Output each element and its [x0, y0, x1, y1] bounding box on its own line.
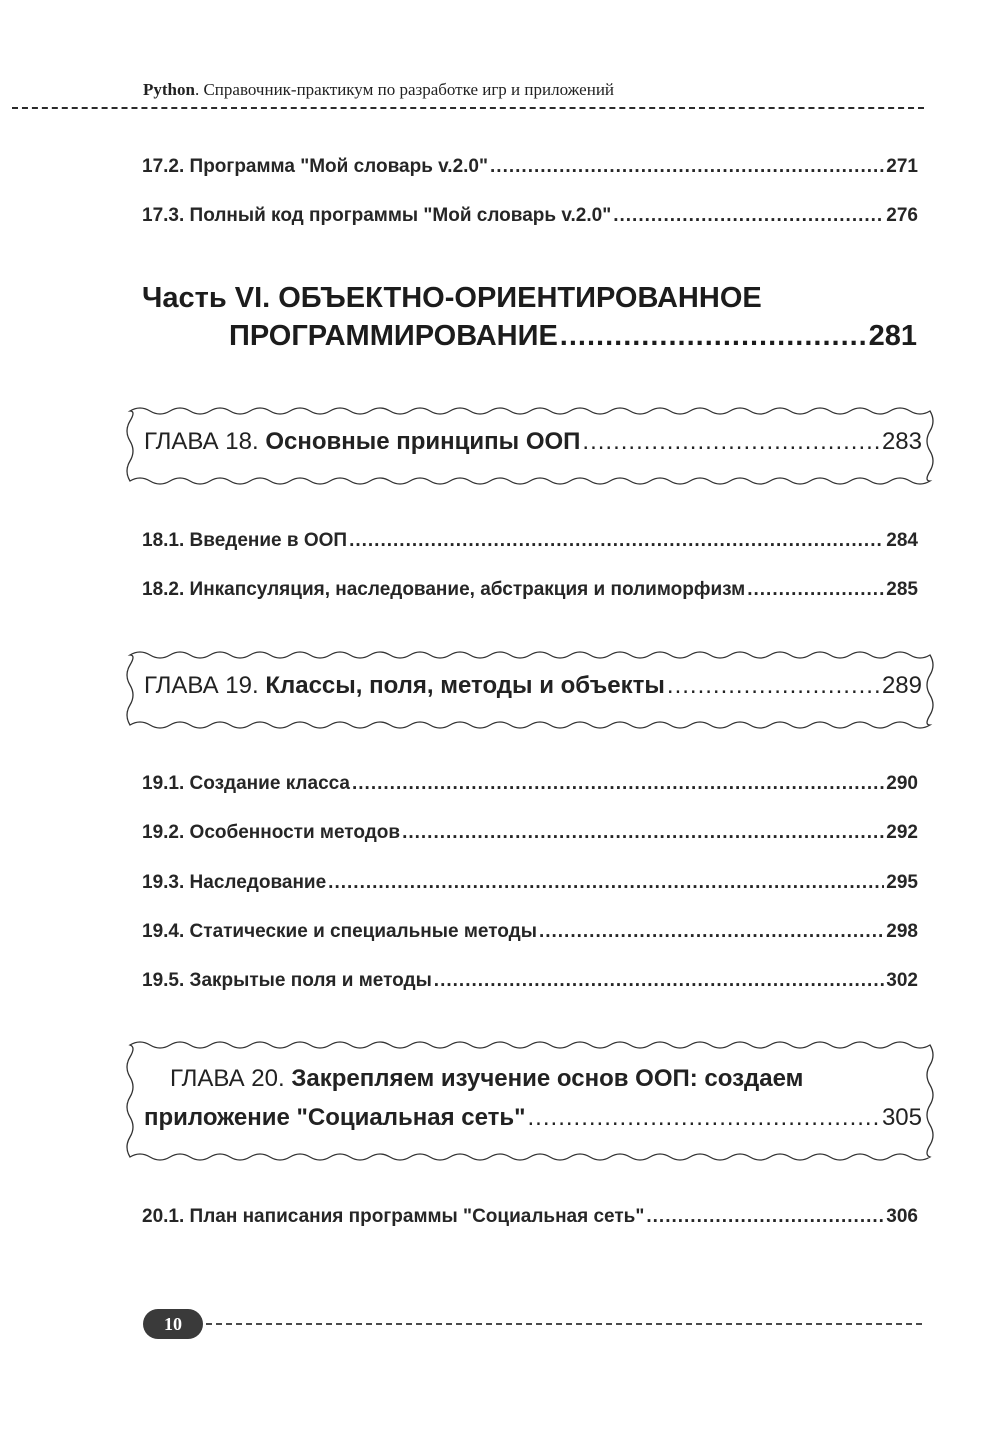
toc-entry-title: 17.2. Программа "Мой словарь v.2.0" — [142, 156, 489, 177]
footer-divider — [206, 1323, 922, 1325]
chapter-page: 289 — [881, 672, 922, 699]
dot-leader — [646, 1206, 884, 1228]
toc-entry-title: 19.2. Особенности методов — [142, 822, 401, 843]
toc-entry-title: 18.1. Введение в ООП — [142, 530, 348, 551]
toc-chapter-19[interactable] — [144, 672, 922, 700]
header-book-name: Python — [143, 80, 195, 99]
part-title-line1: Часть VI. ОБЪЕКТНО-ОРИЕНТИРОВАННОЕ — [142, 282, 762, 314]
toc-entry-page: 295 — [886, 872, 918, 893]
dot-leader — [667, 672, 880, 700]
toc-entry-title: 19.5. Закрытые поля и методы — [142, 970, 432, 991]
toc-entry-18-1[interactable] — [142, 530, 918, 552]
dot-leader — [402, 822, 884, 844]
dot-leader — [434, 970, 885, 992]
running-header — [143, 80, 614, 100]
dot-leader — [747, 579, 884, 601]
page-number-badge: 10 — [143, 1309, 203, 1339]
toc-entry-17-2[interactable] — [142, 156, 918, 178]
chapter-20-heading-line1[interactable] — [170, 1065, 803, 1093]
dot-leader — [490, 156, 884, 178]
toc-chapter-20[interactable] — [144, 1104, 922, 1132]
chapter-name-line1: Закрепляем изучение основ ООП: создаем — [291, 1065, 804, 1092]
header-divider — [12, 107, 924, 109]
chapter-label: ГЛАВА 19. — [144, 672, 259, 699]
toc-entry-17-3[interactable] — [142, 205, 918, 227]
chapter-20-box — [124, 1039, 936, 1163]
toc-entry-page: 290 — [886, 773, 918, 794]
toc-entry-title: 17.3. Полный код программы "Мой словарь v.2.0" — [142, 205, 612, 226]
toc-entry-19-2[interactable] — [142, 822, 918, 844]
toc-entry-page: 285 — [886, 579, 918, 600]
toc-entry-19-1[interactable] — [142, 773, 918, 795]
dot-leader — [560, 320, 867, 353]
toc-entry-title: 20.1. План написания программы "Социальная сеть" — [142, 1206, 645, 1227]
dot-leader — [613, 205, 884, 227]
toc-entry-part-6[interactable] — [229, 320, 917, 353]
toc-entry-19-4[interactable] — [142, 921, 918, 943]
header-subtitle: . Справочник-практикум по разработке игр и приложений — [194, 80, 615, 99]
chapter-name: Классы, поля, методы и объекты — [265, 672, 665, 699]
toc-entry-title: 19.3. Наследование — [142, 872, 327, 893]
dot-leader — [528, 1104, 880, 1132]
toc-entry-20-1[interactable] — [142, 1206, 918, 1228]
chapter-name: Основные принципы ООП — [265, 428, 581, 455]
chapter-page: 305 — [881, 1104, 922, 1131]
dot-leader — [582, 428, 880, 456]
toc-entry-title: 19.4. Статические и специальные методы — [142, 921, 537, 942]
dot-leader — [352, 773, 884, 795]
toc-entry-19-3[interactable] — [142, 872, 918, 894]
part-title-line2: ПРОГРАММИРОВАНИЕ — [229, 320, 558, 352]
toc-entry-title: 19.1. Создание класса — [142, 773, 350, 794]
chapter-name-line2: приложение "Социальная сеть" — [144, 1104, 526, 1131]
toc-entry-19-5[interactable] — [142, 970, 918, 992]
chapter-label: ГЛАВА 20. — [170, 1065, 285, 1092]
wavy-frame-icon — [124, 1039, 936, 1163]
dot-leader — [349, 530, 884, 552]
toc-entry-title: 18.2. Инкапсуляция, наследование, абстракция и полиморфизм — [142, 579, 746, 600]
toc-entry-page: 306 — [886, 1206, 918, 1227]
part-page: 281 — [868, 320, 917, 352]
toc-chapter-18[interactable] — [144, 428, 922, 456]
toc-entry-18-2[interactable] — [142, 579, 918, 601]
dot-leader — [328, 872, 884, 894]
toc-entry-page: 298 — [886, 921, 918, 942]
toc-entry-page: 292 — [886, 822, 918, 843]
chapter-label: ГЛАВА 18. — [144, 428, 259, 455]
toc-entry-page: 284 — [886, 530, 918, 551]
toc-entry-page: 302 — [886, 970, 918, 991]
dot-leader — [539, 921, 884, 943]
toc-entry-page: 276 — [886, 205, 918, 226]
toc-entry-page: 271 — [886, 156, 918, 177]
chapter-page: 283 — [881, 428, 922, 455]
